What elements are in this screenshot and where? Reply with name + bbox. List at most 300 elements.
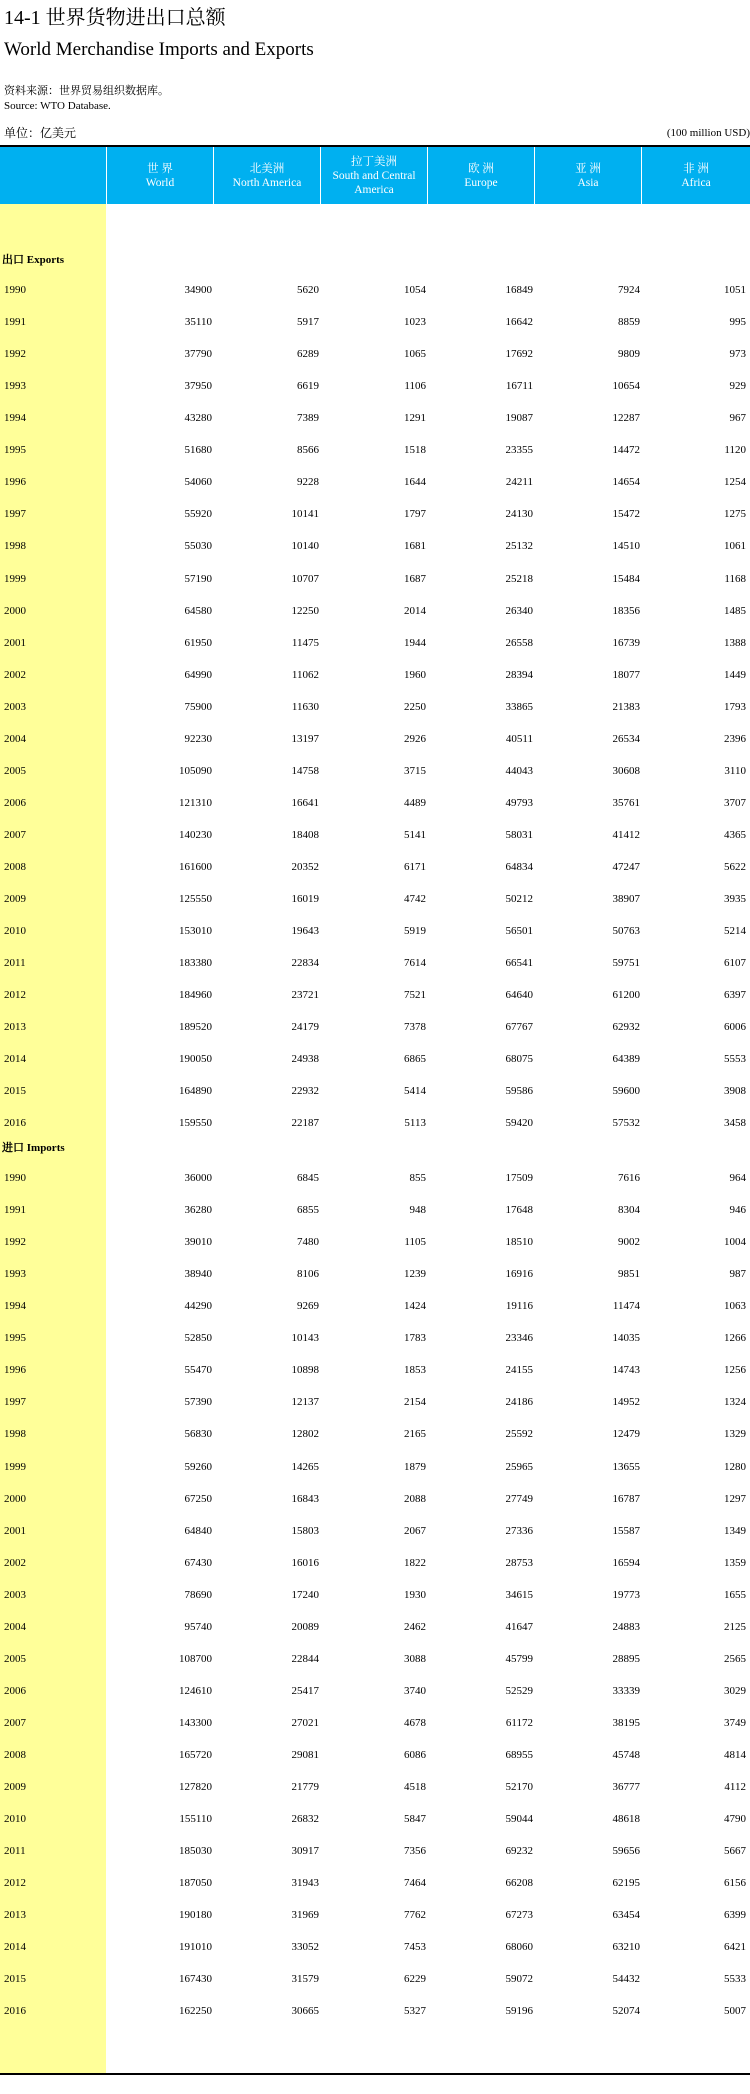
table-row [0,947,750,979]
unit-cn: 单位：亿美元 [4,126,77,140]
value-cell: 1853 [404,1364,426,1377]
year-cell: 1994 [4,1300,26,1313]
value-cell: 7464 [404,1877,426,1890]
table-row [0,338,750,370]
value-cell: 9228 [297,476,319,489]
value-cell: 8859 [618,316,640,329]
value-cell: 51680 [184,444,212,457]
year-cell: 1996 [4,476,26,489]
table-row [0,1515,750,1547]
value-cell: 185030 [179,1845,212,1858]
year-cell: 1998 [4,540,26,553]
value-cell: 24186 [505,1396,533,1409]
year-cell: 1997 [4,508,26,521]
value-cell: 24179 [291,1021,319,1034]
table-row [0,1258,750,1290]
value-cell: 23355 [505,444,533,457]
value-cell: 7356 [404,1845,426,1858]
year-cell: 2004 [4,1620,26,1633]
header-europe-en: Europe [464,176,498,189]
value-cell: 63210 [612,1941,640,1954]
value-cell: 153010 [179,925,212,938]
value-cell: 21383 [612,700,640,713]
value-cell: 5917 [297,316,319,329]
value-cell: 17240 [291,1588,319,1601]
year-cell: 2002 [4,668,26,681]
value-cell: 28394 [505,668,533,681]
value-cell: 14758 [291,764,319,777]
value-cell: 52850 [184,1332,212,1345]
table-row [0,1611,750,1643]
value-cell: 5113 [404,1117,426,1130]
header-asia-cn: 亚 洲 [575,162,601,175]
value-cell: 59656 [612,1845,640,1858]
value-cell: 1644 [404,476,426,489]
value-cell: 22834 [291,957,319,970]
table-row [0,402,750,434]
value-cell: 20089 [291,1620,319,1633]
year-cell: 2005 [4,1652,26,1665]
header-europe [428,147,534,204]
header-world-en: World [145,176,175,189]
value-cell: 38907 [612,893,640,905]
value-cell: 5533 [724,1973,746,1986]
value-cell: 964 [729,1172,746,1185]
value-cell: 1063 [724,1300,746,1313]
value-cell: 191010 [179,1941,212,1954]
value-cell: 12137 [291,1396,319,1409]
value-cell: 8106 [297,1268,319,1281]
value-cell: 1051 [724,284,746,297]
table-row [0,1579,750,1611]
value-cell: 75900 [184,700,212,713]
value-cell: 987 [729,1268,746,1281]
value-cell: 7480 [297,1236,319,1249]
value-cell: 16843 [291,1492,319,1505]
value-cell: 54432 [612,1973,640,1986]
value-cell: 1687 [404,572,426,585]
value-cell: 2250 [404,700,426,713]
year-cell: 2013 [4,1021,26,1034]
value-cell: 25132 [505,540,533,553]
value-cell: 68060 [505,1941,533,1954]
value-cell: 1120 [724,444,746,457]
value-cell: 22844 [291,1652,319,1665]
value-cell: 1275 [724,508,746,521]
value-cell: 16641 [291,796,319,809]
year-cell: 2000 [4,604,26,617]
value-cell: 18408 [291,828,319,841]
value-cell: 37790 [184,348,212,361]
table-row [0,1011,750,1043]
value-cell: 5847 [404,1813,426,1826]
year-cell: 1999 [4,572,26,585]
value-cell: 5141 [404,828,426,841]
value-cell: 67767 [505,1021,533,1034]
value-cell: 1879 [404,1460,426,1473]
value-cell: 5414 [404,1085,426,1098]
value-cell: 19643 [291,925,319,938]
table-header [0,147,750,204]
value-cell: 19087 [505,412,533,425]
value-cell: 26534 [612,732,640,745]
value-cell: 68955 [505,1748,533,1761]
value-cell: 2165 [404,1428,426,1441]
value-cell: 54060 [184,476,212,489]
table-row [0,1547,750,1579]
value-cell: 1106 [404,380,426,393]
value-cell: 4365 [724,828,746,841]
value-cell: 855 [409,1172,426,1185]
value-cell: 7614 [404,957,426,970]
value-cell: 45799 [505,1652,533,1665]
header-north-america [214,147,320,204]
value-cell: 62195 [612,1877,640,1890]
table-row [0,370,750,402]
value-cell: 43280 [184,412,212,425]
value-cell: 165720 [179,1748,212,1761]
value-cell: 66541 [505,957,533,970]
year-cell: 1992 [4,348,26,361]
table-row [0,1803,750,1835]
table-row [0,530,750,562]
section-label: 进口 Imports [2,1142,65,1154]
table-row [0,979,750,1011]
value-cell: 3908 [724,1085,746,1098]
table-row [0,1835,750,1867]
table-row [0,1043,750,1075]
value-cell: 7378 [404,1021,426,1034]
value-cell: 19116 [505,1300,533,1313]
value-cell: 8304 [618,1204,640,1217]
table-row [0,819,750,851]
value-cell: 2154 [404,1396,426,1409]
table-row [0,1162,750,1194]
value-cell: 184960 [179,989,212,1002]
value-cell: 22187 [291,1117,319,1130]
table-row [0,1707,750,1739]
value-cell: 1239 [404,1268,426,1281]
value-cell: 6086 [404,1748,426,1761]
value-cell: 17509 [505,1172,533,1185]
value-cell: 64580 [184,604,212,617]
year-cell: 2011 [4,957,26,970]
year-cell: 1992 [4,1236,26,1249]
value-cell: 15472 [612,508,640,521]
value-cell: 36000 [184,1172,212,1185]
value-cell: 27336 [505,1524,533,1537]
value-cell: 13197 [291,732,319,745]
year-cell: 1995 [4,444,26,457]
value-cell: 5214 [724,925,746,938]
value-cell: 24155 [505,1364,533,1377]
value-cell: 3029 [724,1684,746,1697]
value-cell: 64389 [612,1053,640,1066]
value-cell: 41412 [612,828,640,841]
value-cell: 61950 [184,636,212,649]
value-cell: 127820 [179,1781,212,1793]
value-cell: 16594 [612,1556,640,1569]
year-cell: 2011 [4,1845,26,1858]
value-cell: 41647 [505,1620,533,1633]
value-cell: 125550 [179,893,212,905]
value-cell: 1793 [724,700,746,713]
value-cell: 187050 [179,1877,212,1890]
value-cell: 5553 [724,1053,746,1066]
value-cell: 7762 [404,1909,426,1922]
value-cell: 3458 [724,1117,746,1130]
table-row [0,1322,750,1354]
value-cell: 1256 [724,1364,746,1377]
value-cell: 189520 [179,1021,212,1034]
value-cell: 45748 [612,1748,640,1761]
value-cell: 190050 [179,1053,212,1066]
value-cell: 1359 [724,1556,746,1569]
value-cell: 39010 [184,1236,212,1249]
value-cell: 11630 [291,700,319,713]
value-cell: 14510 [612,540,640,553]
table-bottom-rule [0,2073,750,2075]
value-cell: 1388 [724,636,746,649]
value-cell: 31579 [291,1973,319,1986]
value-cell: 55030 [184,540,212,553]
value-cell: 61172 [505,1716,533,1729]
value-cell: 1349 [724,1524,746,1537]
value-cell: 29081 [291,1748,319,1761]
value-cell: 30917 [291,1845,319,1858]
header-year-cell [0,147,106,204]
year-cell: 2001 [4,1524,26,1537]
table-row [0,563,750,595]
table-row [0,1483,750,1515]
value-cell: 36280 [184,1204,212,1217]
value-cell: 68075 [505,1053,533,1066]
value-cell: 27021 [291,1716,319,1729]
value-cell: 12287 [612,412,640,425]
value-cell: 34615 [505,1588,533,1601]
table-row [0,755,750,787]
value-cell: 6156 [724,1877,746,1890]
value-cell: 183380 [179,957,212,970]
value-cell: 48618 [612,1813,640,1826]
table-row [0,1354,750,1386]
value-cell: 24938 [291,1053,319,1066]
value-cell: 25965 [505,1460,533,1473]
value-cell: 1054 [404,284,426,297]
value-cell: 3749 [724,1716,746,1729]
value-cell: 59260 [184,1460,212,1473]
table-row [0,915,750,947]
value-cell: 20352 [291,860,319,873]
value-cell: 4678 [404,1716,426,1729]
table-row [0,1899,750,1931]
value-cell: 1280 [724,1460,746,1473]
year-cell: 2010 [4,1813,26,1826]
value-cell: 16711 [505,380,533,393]
value-cell: 24883 [612,1620,640,1633]
value-cell: 30665 [291,2005,319,2018]
value-cell: 59072 [505,1973,533,1986]
value-cell: 55470 [184,1364,212,1377]
year-cell: 1996 [4,1364,26,1377]
year-cell: 2005 [4,764,26,777]
table-row [0,691,750,723]
value-cell: 37950 [184,380,212,393]
value-cell: 31943 [291,1877,319,1890]
value-cell: 19773 [612,1588,640,1601]
value-cell: 40511 [505,732,533,745]
value-cell: 124610 [179,1684,212,1697]
header-europe-cn: 欧 洲 [468,162,494,175]
table-row [0,1739,750,1771]
value-cell: 16019 [291,893,319,905]
header-world [107,147,213,204]
table-row [0,274,750,306]
value-cell: 4814 [724,1748,746,1761]
header-latin-america-en: South and Central America [332,169,416,196]
value-cell: 4489 [404,796,426,809]
value-cell: 64990 [184,668,212,681]
table-row [0,1107,750,1139]
value-cell: 929 [729,380,746,393]
year-cell: 2003 [4,700,26,713]
value-cell: 16787 [612,1492,640,1505]
value-cell: 44290 [184,1300,212,1313]
value-cell: 108700 [179,1652,212,1665]
value-cell: 62932 [612,1021,640,1034]
value-cell: 2926 [404,732,426,745]
value-cell: 23346 [505,1332,533,1345]
value-cell: 6229 [404,1973,426,1986]
value-cell: 5327 [404,2005,426,2018]
value-cell: 6397 [724,989,746,1002]
value-cell: 59586 [505,1085,533,1098]
value-cell: 6171 [404,860,426,873]
value-cell: 59751 [612,957,640,970]
value-cell: 155110 [179,1813,212,1826]
year-cell: 1990 [4,1172,26,1185]
year-cell: 2015 [4,1973,26,1986]
value-cell: 67273 [505,1909,533,1922]
unit-en: (100 million USD) [666,127,750,139]
value-cell: 16916 [505,1268,533,1281]
value-cell: 11474 [612,1300,640,1313]
header-asia [535,147,641,204]
value-cell: 2565 [724,1652,746,1665]
page-subtitle: World Merchandise Imports and Exports [4,39,314,60]
table-row [0,1226,750,1258]
value-cell: 57390 [184,1396,212,1409]
table-row [0,1451,750,1483]
year-cell: 2008 [4,860,26,873]
value-cell: 35761 [612,796,640,809]
year-cell: 2003 [4,1588,26,1601]
table-row [0,1290,750,1322]
value-cell: 67250 [184,1492,212,1505]
year-cell: 2002 [4,1556,26,1569]
value-cell: 44043 [505,764,533,777]
header-asia-en: Asia [577,176,599,189]
value-cell: 3088 [404,1652,426,1665]
value-cell: 1329 [724,1428,746,1441]
value-cell: 167430 [179,1973,212,1986]
value-cell: 3110 [724,764,746,777]
value-cell: 1254 [724,476,746,489]
table-row [0,595,750,627]
value-cell: 140230 [179,828,212,841]
value-cell: 10707 [291,572,319,585]
year-cell: 1990 [4,284,26,297]
value-cell: 50212 [505,893,533,905]
year-cell: 2001 [4,636,26,649]
value-cell: 10140 [291,540,319,553]
value-cell: 1291 [404,412,426,425]
value-cell: 23721 [291,989,319,1002]
year-cell: 2007 [4,1716,26,1729]
value-cell: 11062 [291,668,319,681]
value-cell: 30608 [612,764,640,777]
value-cell: 3707 [724,796,746,809]
table-row [0,1675,750,1707]
value-cell: 18510 [505,1236,533,1249]
value-cell: 1324 [724,1396,746,1409]
value-cell: 34900 [184,284,212,297]
table-row [0,659,750,691]
value-cell: 1960 [404,668,426,681]
value-cell: 33339 [612,1684,640,1697]
value-cell: 57190 [184,572,212,585]
value-cell: 14654 [612,476,640,489]
table-row [0,434,750,466]
value-cell: 967 [729,412,746,425]
value-cell: 64840 [184,1524,212,1537]
value-cell: 17692 [505,348,533,361]
value-cell: 38195 [612,1716,640,1729]
value-cell: 190180 [179,1909,212,1922]
value-cell: 55920 [184,508,212,521]
value-cell: 4790 [724,1813,746,1826]
year-cell: 1993 [4,1268,26,1281]
value-cell: 14265 [291,1460,319,1473]
value-cell: 27749 [505,1492,533,1505]
source-en: Source: WTO Database. [4,100,111,112]
header-africa-en: Africa [681,176,711,189]
value-cell: 47247 [612,860,640,873]
year-cell: 2016 [4,2005,26,2018]
table-row [0,1418,750,1450]
value-cell: 121310 [179,796,212,809]
table-row [0,1963,750,1995]
value-cell: 1297 [724,1492,746,1505]
value-cell: 1105 [404,1236,426,1249]
value-cell: 26832 [291,1813,319,1826]
value-cell: 10898 [291,1364,319,1377]
year-cell: 2009 [4,1781,26,1793]
value-cell: 21779 [291,1781,319,1793]
year-cell: 1995 [4,1332,26,1345]
value-cell: 5919 [404,925,426,938]
value-cell: 58031 [505,828,533,841]
header-latin-america-cn: 拉丁美洲 [351,155,397,168]
value-cell: 24130 [505,508,533,521]
value-cell: 2088 [404,1492,426,1505]
value-cell: 14472 [612,444,640,457]
value-cell: 6855 [297,1204,319,1217]
year-cell: 2010 [4,925,26,938]
value-cell: 57532 [612,1117,640,1130]
value-cell: 16642 [505,316,533,329]
value-cell: 64834 [505,860,533,873]
